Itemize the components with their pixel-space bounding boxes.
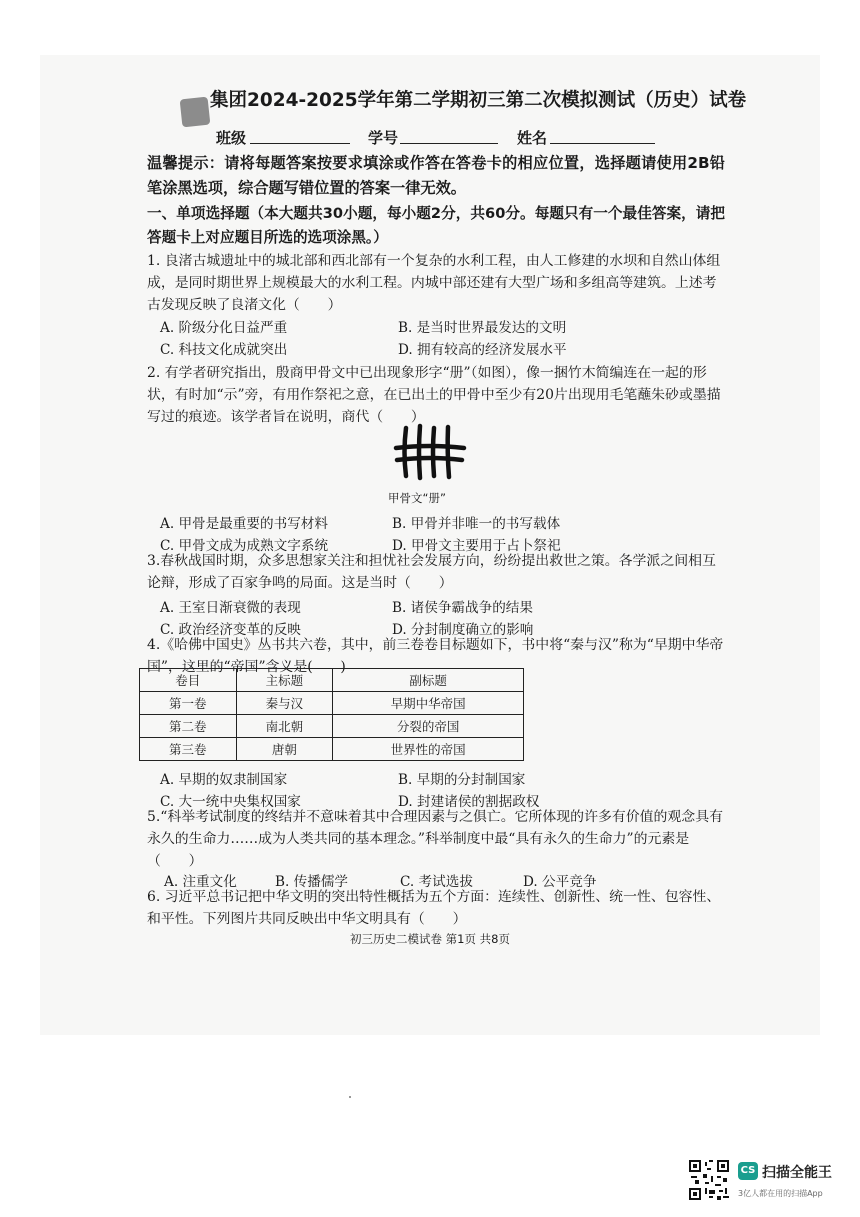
name-blank[interactable]: [550, 143, 655, 144]
class-label: 班级: [216, 129, 247, 147]
table-cell: 第三卷: [140, 738, 237, 761]
table-cell: 第二卷: [140, 715, 237, 738]
oracle-bone-ce-glyph: [392, 422, 468, 482]
question-5-stem: 5.“科举考试制度的终结并不意味着其中合理因素与之俱亡。它所体现的许多有价值的观念具有永久的生命力……成为人类共同的基本理念。”科举制度中最“具有永久的生命力”的元素是（ ）: [147, 809, 723, 869]
question-4-option-b[interactable]: B. 早期的分封制国家: [398, 772, 526, 788]
glyph-caption: 甲骨文“册”: [388, 491, 446, 505]
page-footer: 初三历史二模试卷 第1页 共8页: [350, 932, 510, 946]
question-3-stem: 3.春秋战国时期，众多思想家关注和担忧社会发展方向，纷纷提出救世之策。各学派之间相互论辩，形成了百家争鸣的局面。这是当时（ ）: [147, 553, 716, 591]
question-5-option-c[interactable]: C. 考试选拔: [400, 874, 473, 890]
question-5-option-a[interactable]: A. 注重文化: [164, 874, 237, 890]
table-row: [140, 738, 524, 761]
question-2-option-d[interactable]: D. 甲骨文主要用于占卜祭祀: [392, 538, 561, 554]
question-1-stem: 1. 良渚古城遗址中的城北部和西北部有一个复杂的水利工程，由人工修建的水坝和自然山体组成，是同时期世界上规模最大的水利工程。内城中部还建有大型广场和多组高等建筑。上述考古发现反映了良渚文化（ ）: [147, 253, 721, 313]
table-header-row: [140, 669, 524, 692]
question-4-option-a[interactable]: A. 早期的奴隶制国家: [160, 772, 288, 788]
redacted-school-name: [180, 97, 211, 128]
name-label: 姓名: [517, 129, 548, 147]
question-3-option-b[interactable]: B. 诸侯争霸战争的结果: [392, 600, 533, 616]
exam-title: 集团2024-2025学年第二学期初三第二次模拟测试（历史）试卷: [210, 90, 747, 111]
question-1-option-d[interactable]: D. 拥有较高的经济发展水平: [398, 342, 567, 358]
question-2-option-c[interactable]: C. 甲骨文成为成熟文字系统: [160, 538, 329, 554]
table-cell: 世界性的帝国: [333, 738, 524, 761]
table-cell: 早期中华帝国: [333, 692, 524, 715]
question-4-option-d[interactable]: D. 封建诸侯的割据政权: [398, 794, 540, 810]
question-6-stem: 6. 习近平总书记把中华文明的突出特性概括为五个方面：连续性、创新性、统一性、包容性、和平性。下列图片共同反映出中华文明具有（ ）: [147, 889, 721, 927]
table-cell: 分裂的帝国: [333, 715, 524, 738]
table-cell: 秦与汉: [236, 692, 333, 715]
class-blank[interactable]: [250, 143, 350, 144]
question-3-option-d[interactable]: D. 分封制度确立的影响: [392, 622, 534, 638]
question-1-option-c[interactable]: C. 科技文化成就突出: [160, 342, 288, 358]
table-header: 主标题: [236, 669, 333, 692]
question-4-stem: 4.《哈佛中国史》丛书共六卷，其中，前三卷卷目标题如下，书中将“秦与汉”称为“早期中华帝国”，这里的“帝国”含义是( ): [147, 637, 724, 675]
scan-speck: [349, 1096, 351, 1098]
table-cell: 唐朝: [236, 738, 333, 761]
question-2-option-a[interactable]: A. 甲骨是最重要的书写材料: [160, 516, 328, 532]
question-2-stem: 2. 有学者研究指出，殷商甲骨文中已出现象形字“册”（如图），像一捆竹木简编连在一起的形状，有时加“示”旁，有用作祭祀之意，在已出土的甲骨中至少有20片出现用毛笔蘸朱砂或墨描写过的痕迹。该学者旨在说明，商代（ ）: [147, 365, 721, 425]
table-cell: 第一卷: [140, 692, 237, 715]
table-row: [140, 692, 524, 715]
number-label: 学号: [368, 129, 399, 147]
camscanner-tagline: 3亿人都在用的扫描App: [738, 1189, 823, 1198]
question-5-option-d[interactable]: D. 公平竞争: [523, 874, 597, 890]
camscanner-logo: CS: [738, 1162, 758, 1180]
question-2-option-b[interactable]: B. 甲骨并非唯一的书写载体: [392, 516, 561, 532]
qr-code-icon: [689, 1160, 729, 1200]
volume-table: [139, 668, 524, 761]
question-3-option-a[interactable]: A. 王室日渐衰微的表现: [160, 600, 301, 616]
section-heading: 一、单项选择题（本大题共30小题，每小题2分，共60分。每题只有一个最佳答案，请把答题卡上对应题目所选的选项涂黑。）: [147, 205, 725, 246]
camscanner-name: 扫描全能王: [762, 1165, 832, 1181]
table-header: 副标题: [333, 669, 524, 692]
question-4-option-c[interactable]: C. 大一统中央集权国家: [160, 794, 301, 810]
exam-tip: 温馨提示：请将每题答案按要求填涂或作答在答卷卡的相应位置，选择题请使用2B铅笔涂黑选项，综合题写错位置的答案一律无效。: [147, 154, 725, 197]
table-row: [140, 715, 524, 738]
question-1-option-a[interactable]: A. 阶级分化日益严重: [160, 320, 288, 336]
question-1-option-b[interactable]: B. 是当时世界最发达的文明: [398, 320, 567, 336]
question-3-option-c[interactable]: C. 政治经济变革的反映: [160, 622, 301, 638]
table-header: 卷目: [140, 669, 237, 692]
question-5-option-b[interactable]: B. 传播儒学: [275, 874, 349, 890]
table-cell: 南北朝: [236, 715, 333, 738]
number-blank[interactable]: [400, 143, 498, 144]
